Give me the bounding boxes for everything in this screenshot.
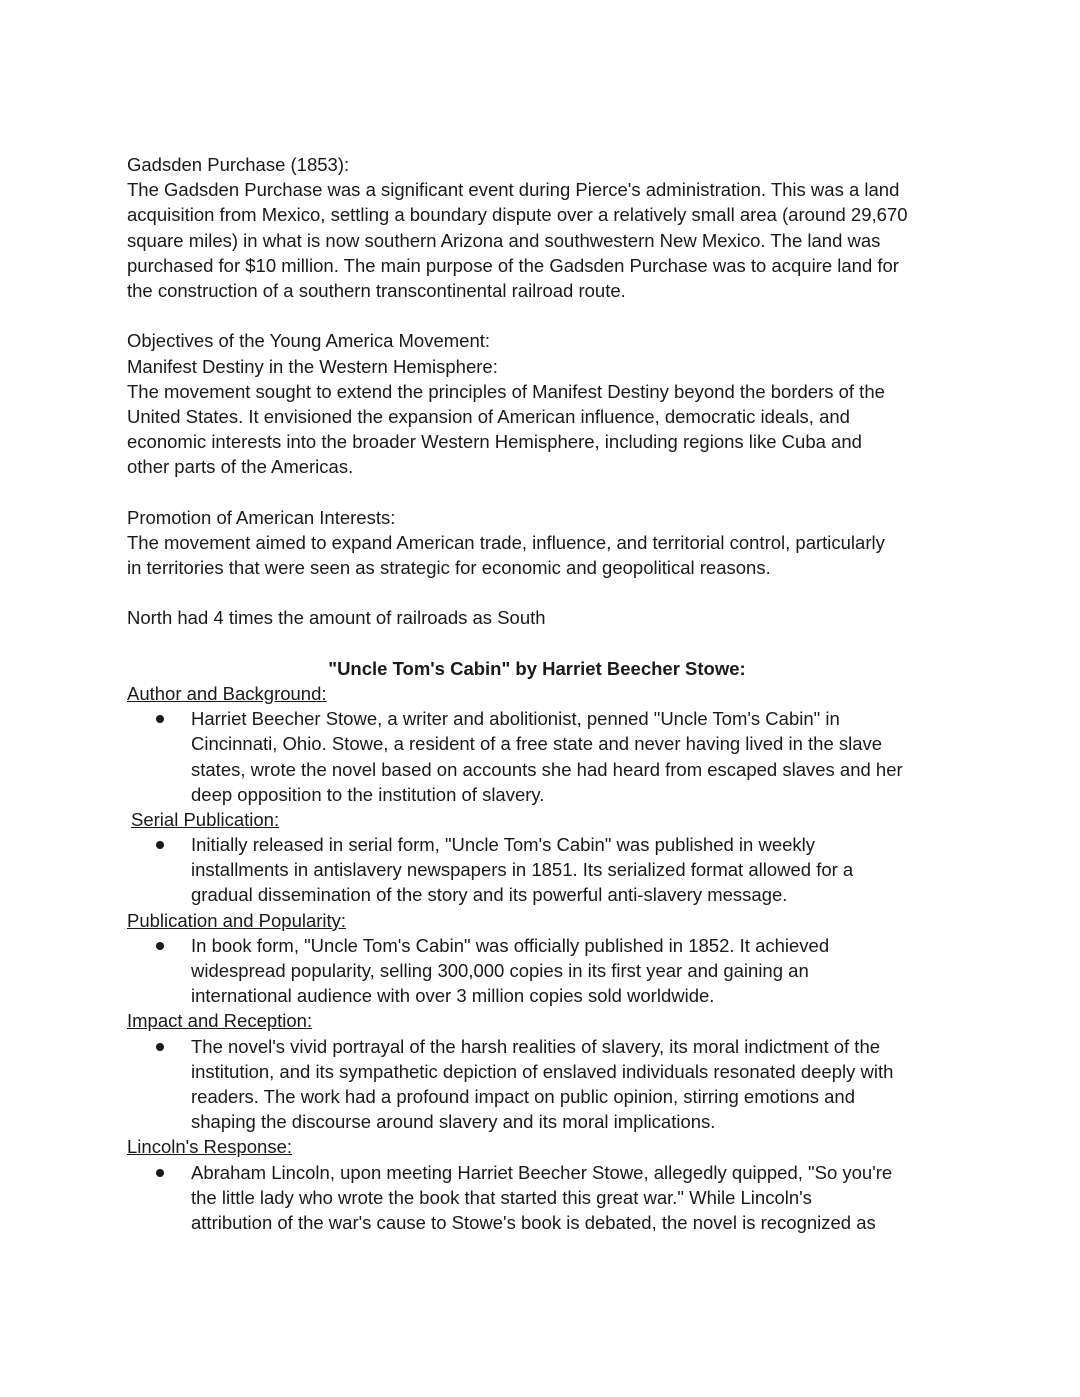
bullet-text-line: Abraham Lincoln, upon meeting Harriet Beecher Stowe, allegedly quipped, "So you're: [191, 1161, 893, 1183]
section-heading-lincoln: Lincoln's Response:: [127, 1136, 292, 1158]
bullet-icon: [156, 942, 164, 950]
uncle-tom-section: [127, 656, 957, 1235]
spacer: [127, 631, 957, 656]
young-america-line: other parts of the Americas.: [127, 456, 354, 478]
section-heading-serial: Serial Publication:: [131, 808, 280, 830]
promotion-section: [127, 505, 957, 581]
bullet-text-line: shaping the discourse around slavery and its moral implications.: [191, 1111, 716, 1133]
bullet-text-line: the little lady who wrote the book that started this great war." While Lincoln's: [191, 1186, 812, 1208]
gadsden-section: [127, 152, 957, 303]
bullet-text-line: international audience with over 3 million copies sold worldwide.: [191, 985, 715, 1007]
document-page: [127, 152, 957, 1235]
bullet-item-author: [127, 706, 957, 807]
bullet-text-line: attribution of the war's cause to Stowe's book is debated, the novel is recognized as: [191, 1211, 876, 1233]
young-america-line: United States. It envisioned the expansion of American influence, democratic ideals, and: [127, 405, 850, 427]
promotion-line: The movement aimed to expand American trade, influence, and territorial control, particularly: [127, 531, 885, 553]
young-america-line: economic interests into the broader Western Hemisphere, including regions like Cuba and: [127, 431, 862, 453]
promotion-heading: Promotion of American Interests:: [127, 506, 396, 528]
bullet-text-line: deep opposition to the institution of slavery.: [191, 783, 545, 805]
bullet-item-lincoln: [127, 1160, 957, 1236]
gadsden-line: purchased for $10 million. The main purpose of the Gadsden Purchase was to acquire land for: [127, 254, 899, 276]
gadsden-line: acquisition from Mexico, settling a boundary dispute over a relatively small area (around 29,670: [127, 204, 908, 226]
section-heading-author: Author and Background:: [127, 682, 327, 704]
gadsden-heading: Gadsden Purchase (1853):: [127, 154, 350, 175]
bullet-text-line: In book form, "Uncle Tom's Cabin" was officially published in 1852. It achieved: [191, 934, 830, 956]
bullet-text-line: readers. The work had a profound impact on public opinion, stirring emotions and: [191, 1085, 855, 1107]
spacer: [127, 580, 957, 605]
spacer: [127, 479, 957, 504]
bullet-text-line: widespread popularity, selling 300,000 copies in its first year and gaining an: [191, 960, 809, 981]
bullet-text-line: gradual dissemination of the story and its powerful anti-slavery message.: [191, 884, 788, 906]
bullet-text-line: installments in antislavery newspapers in 1851. Its serialized format allowed for a: [191, 859, 854, 881]
bullet-item-popularity: [127, 933, 957, 1009]
bullet-text-line: Harriet Beecher Stowe, a writer and abolitionist, penned "Uncle Tom's Cabin" in: [191, 708, 840, 730]
bullet-text-line: states, wrote the novel based on accounts she had heard from escaped slaves and her: [191, 758, 903, 780]
bullet-text-line: institution, and its sympathetic depiction of enslaved individuals resonated deeply with: [191, 1060, 894, 1082]
young-america-section: [127, 328, 957, 479]
bullet-item-serial: [127, 832, 957, 908]
bullet-icon: [156, 715, 164, 723]
section-heading-impact: Impact and Reception:: [127, 1010, 313, 1032]
young-america-heading: Objectives of the Young America Movement:: [127, 330, 491, 352]
bullet-text-line: Cincinnati, Ohio. Stowe, a resident of a free state and never having lived in the slave: [191, 733, 883, 755]
railroads-note: North had 4 times the amount of railroads as South: [127, 607, 546, 629]
bullet-text-line: The novel's vivid portrayal of the harsh realities of slavery, its moral indictment of the: [191, 1035, 881, 1057]
bullet-item-impact: [127, 1034, 957, 1135]
gadsden-line: square miles) in what is now southern Arizona and southwestern New Mexico. The land was: [127, 229, 881, 251]
young-america-line: The movement sought to extend the principles of Manifest Destiny beyond the borders of the: [127, 380, 885, 402]
section-heading-popularity: Publication and Popularity:: [127, 909, 347, 931]
young-america-subheading: Manifest Destiny in the Western Hemisphere:: [127, 355, 498, 377]
spacer: [127, 303, 957, 328]
uncle-tom-title: "Uncle Tom's Cabin" by Harriet Beecher Stowe:: [328, 657, 746, 679]
gadsden-line: The Gadsden Purchase was a significant event during Pierce's administration. This was a land: [127, 179, 900, 201]
bullet-icon: [156, 841, 164, 849]
bullet-text-line: Initially released in serial form, "Uncle Tom's Cabin" was published in weekly: [191, 834, 816, 856]
bullet-icon: [156, 1043, 164, 1051]
bullet-icon: [156, 1169, 164, 1177]
gadsden-line: the construction of a southern transcontinental railroad route.: [127, 279, 626, 301]
promotion-line: in territories that were seen as strategic for economic and geopolitical reasons.: [127, 557, 771, 578]
